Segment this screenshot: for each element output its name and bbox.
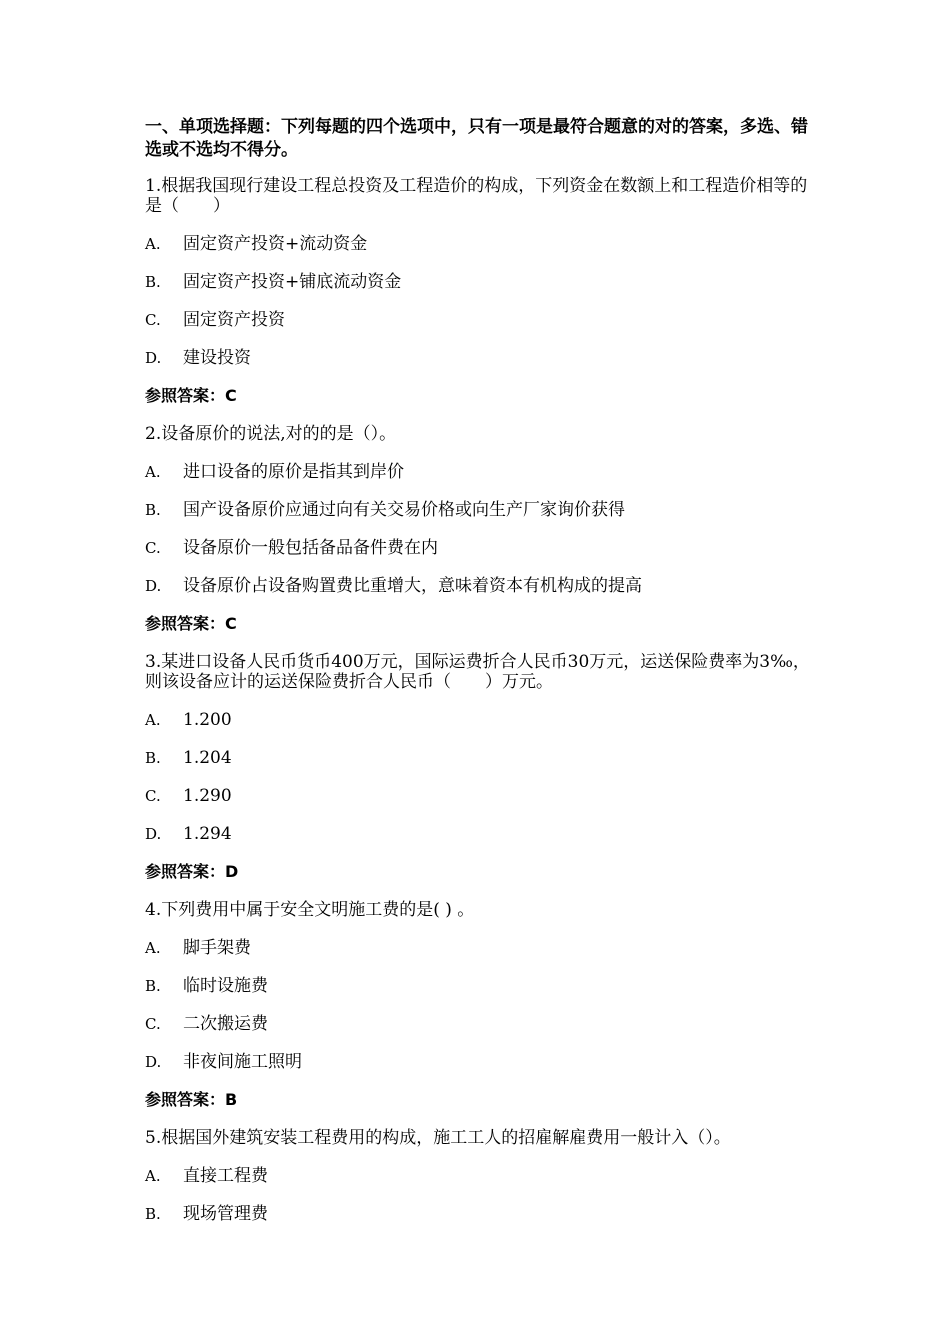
answer-prefix: 参照答案： (145, 862, 226, 881)
question-1-option-c (145, 310, 810, 330)
question-4-option-a (145, 938, 810, 958)
answer-prefix: 参照答案： (145, 614, 226, 633)
option-text: 非夜间施工照明 (183, 1052, 302, 1072)
question-3-text: 3.某进口设备人民币货币400万元，国际运费折合人民币30万元，运送保险费率为3‰，则该设备应计的运送保险费折合人民币（ ）万元。 (145, 652, 810, 692)
answer-value: D (225, 862, 239, 881)
question-4-text: 4.下列费用中属于安全文明施工费的是( ) 。 (145, 900, 475, 920)
option-letter: B. (145, 1205, 161, 1223)
option-text: 1.294 (183, 824, 232, 844)
answer-value: C (225, 614, 237, 633)
option-text: 固定资产投资+流动资金 (183, 234, 368, 254)
option-text: 临时设施费 (183, 976, 268, 996)
question-5-option-a (145, 1166, 810, 1186)
option-text: 设备原价一般包括备品备件费在内 (183, 538, 438, 558)
option-letter: C. (145, 1015, 161, 1033)
question-2-option-d (145, 576, 810, 596)
question-2-option-c (145, 538, 810, 558)
question-3-option-d (145, 824, 810, 844)
option-text: 固定资产投资 (183, 310, 285, 330)
option-text: 现场管理费 (183, 1204, 268, 1224)
option-letter: C. (145, 311, 161, 329)
option-letter: A. (145, 463, 161, 481)
option-letter: B. (145, 273, 161, 291)
option-text: 国产设备原价应通过向有关交易价格或向生产厂家询价获得 (183, 500, 625, 520)
option-letter: D. (145, 825, 162, 843)
option-letter: C. (145, 787, 161, 805)
option-letter: B. (145, 977, 161, 995)
option-letter: B. (145, 501, 161, 519)
answer-prefix: 参照答案： (145, 386, 226, 405)
option-text: 进口设备的原价是指其到岸价 (183, 462, 404, 482)
question-4-option-b (145, 976, 810, 996)
option-text: 二次搬运费 (183, 1014, 268, 1034)
option-text: 1.204 (183, 748, 232, 768)
question-4-option-d (145, 1052, 810, 1072)
option-text: 建设投资 (183, 348, 251, 368)
question-1-option-d (145, 348, 810, 368)
option-text: 固定资产投资+铺底流动资金 (183, 272, 402, 292)
answer-prefix: 参照答案： (145, 1090, 226, 1109)
question-3-option-c (145, 786, 810, 806)
answer-value: C (225, 386, 237, 405)
question-5-option-b (145, 1204, 810, 1224)
option-text: 脚手架费 (183, 938, 251, 958)
section-title: 一、单项选择题：下列每题的四个选项中，只有一项是最符合题意的对的答案，多选、错选或不选均不得分。 (145, 117, 808, 160)
question-1-text: 1.根据我国现行建设工程总投资及工程造价的构成，下列资金在数额上和工程造价相等的是（ ） (145, 176, 808, 216)
option-letter: D. (145, 349, 162, 367)
option-letter: A. (145, 939, 161, 957)
question-4-answer (145, 1090, 810, 1110)
option-letter: C. (145, 539, 161, 557)
question-3-answer (145, 862, 810, 882)
option-text: 1.290 (183, 786, 232, 806)
option-text: 设备原价占设备购置费比重增大，意味着资本有机构成的提高 (183, 576, 642, 596)
option-letter: D. (145, 1053, 162, 1071)
answer-value: B (225, 1090, 238, 1109)
question-2-option-a (145, 462, 810, 482)
option-letter: B. (145, 749, 161, 767)
question-1-answer (145, 386, 810, 406)
option-letter: A. (145, 711, 161, 729)
option-letter: A. (145, 1167, 161, 1185)
question-3-option-a (145, 710, 810, 730)
question-5-text: 5.根据国外建筑安装工程费用的构成，施工工人的招雇解雇费用一般计入（）。 (145, 1128, 731, 1148)
document-page (145, 116, 810, 1242)
option-letter: A. (145, 235, 161, 253)
question-4-option-c (145, 1014, 810, 1034)
option-text: 1.200 (183, 710, 232, 730)
question-3-option-b (145, 748, 810, 768)
option-letter: D. (145, 577, 162, 595)
question-1-option-a (145, 234, 810, 254)
question-2-answer (145, 614, 810, 634)
question-2-option-b (145, 500, 810, 520)
question-1-option-b (145, 272, 810, 292)
option-text: 直接工程费 (183, 1166, 268, 1186)
question-2-text: 2.设备原价的说法,对的的是（）。 (145, 424, 397, 444)
